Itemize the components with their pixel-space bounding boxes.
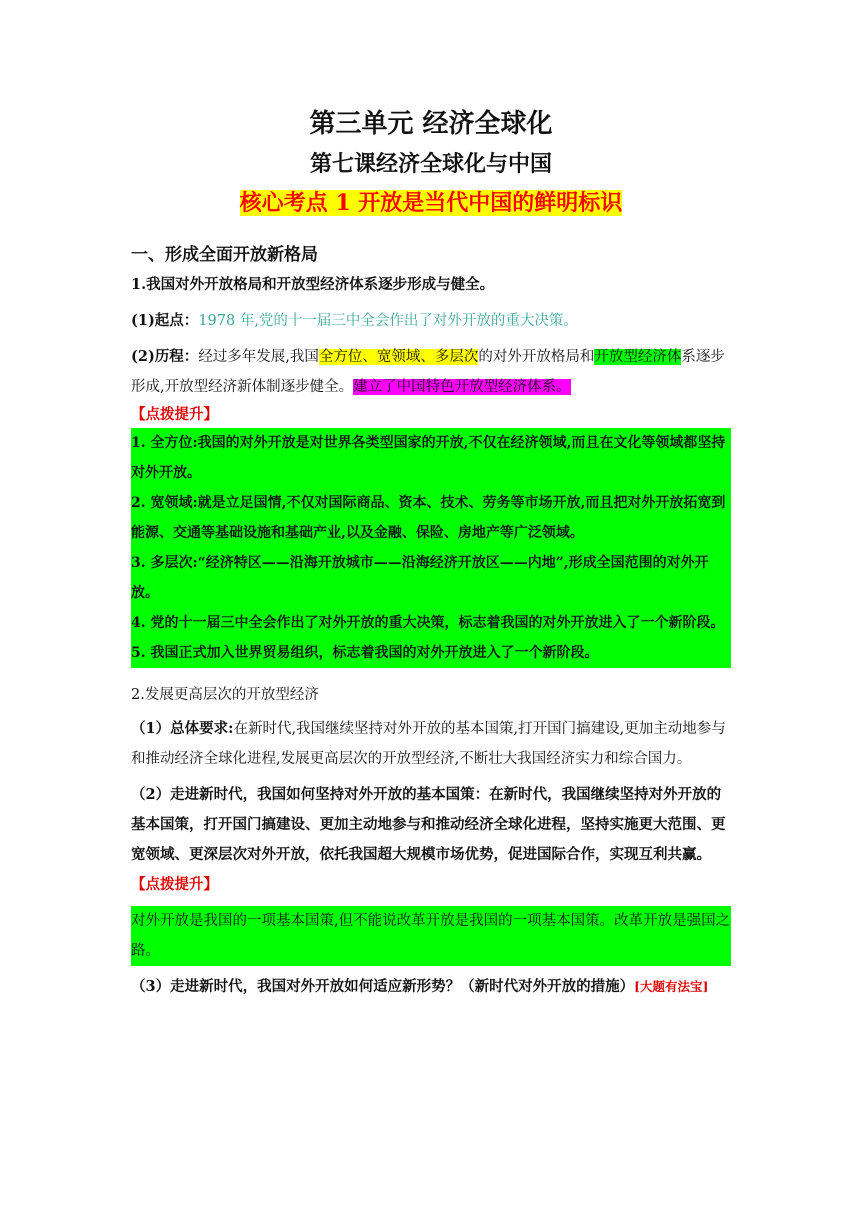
tip-label-2: 【点拨提升】 — [131, 876, 218, 893]
highlight-open-economy: 开放型经济体 — [594, 349, 682, 365]
item2-overall — [131, 714, 731, 774]
history-text-b: 的对外开放格局和 — [478, 349, 595, 365]
big-question-tag: [大题有法宝] — [634, 979, 709, 994]
tip-item: 4. 党的十一届三中全会作出了对外开放的重大决策，标志着我国的对外开放进入了一个新阶段。 — [131, 608, 731, 638]
core-point-text: 核心考点 1 开放是当代中国的鲜明标识 — [239, 190, 623, 216]
history-label: (2)历程： — [131, 348, 199, 365]
unit-title: 第三单元 经济全球化 — [309, 109, 553, 139]
document-content — [131, 100, 731, 1002]
item1-start-point — [131, 306, 731, 336]
tip-item: 1. 全方位:我国的对外开放是对世界各类型国家的开放,不仅在经济领域,而且在文化等领域都坚持对外开放。 — [131, 428, 731, 488]
start-label: (1)起点： — [131, 312, 199, 329]
history-text-a: 经过多年发展,我国 — [198, 349, 319, 365]
highlight-system-built: 建立了中国特色开放型经济体系。 — [353, 379, 571, 395]
history-text-c: 系逐步形成,开放型经济新体制逐步健全。 — [131, 349, 725, 395]
overall-label: （1）总体要求: — [131, 720, 234, 737]
tip-item: 2. 宽领域:就是立足国情,不仅对国际商品、资本、技术、劳务等市场开放,而且把对外开放拓宽到能源、交通等基础设施和基础产业,以及金融、保险、房地产等广泛领域。 — [131, 488, 731, 548]
tip-basic-policy: 对外开放是我国的一项基本国策,但不能说改革开放是我国的一项基本国策。改革开放是强国之路。 — [131, 906, 731, 966]
highlight-all-round: 全方位、宽领域、多层次 — [318, 349, 479, 365]
item2-new-situation — [131, 972, 731, 1002]
new-situation-text: （3）走进新时代，我国对外开放如何适应新形势？（新时代对外开放的措施） — [131, 978, 635, 995]
tip-label-1: 【点拨提升】 — [131, 406, 218, 423]
section-heading: 一、形成全面开放新格局 — [131, 245, 318, 265]
lesson-title: 第七课经济全球化与中国 — [309, 151, 552, 177]
tip-item: 3. 多层次:“经济特区——沿海开放城市——沿海经济开放区——内地”,形成全国范围的对外开放。 — [131, 548, 731, 608]
core-point-title — [131, 184, 731, 222]
item1-history — [131, 342, 731, 402]
item2-new-era: （2）走进新时代，我国如何坚持对外开放的基本国策：在新时代，我国继续坚持对外开放的基本国策，打开国门搞建设、更加主动地参与和推动经济全球化进程，坚持实施更大范围、更宽领域、更深层次对外开放，依托我国超大规模市场优势，促进国际合作，实现互利共赢。 — [131, 786, 726, 863]
overall-text: 在新时代,我国继续坚持对外开放的基本国策,打开国门搞建设,更加主动地参与和推动经济全球化进程,发展更高层次的开放型经济,不断壮大我国经济实力和综合国力。 — [131, 721, 726, 767]
start-text: 1978 年,党的十一届三中全会作出了对外开放的重大决策。 — [198, 313, 578, 329]
item2-title: 2.发展更高层次的开放型经济 — [131, 687, 319, 703]
item1-title: 1.我国对外开放格局和开放型经济体系逐步形成与健全。 — [131, 276, 495, 293]
tip-item: 5. 我国正式加入世界贸易组织，标志着我国的对外开放进入了一个新阶段。 — [131, 638, 731, 668]
